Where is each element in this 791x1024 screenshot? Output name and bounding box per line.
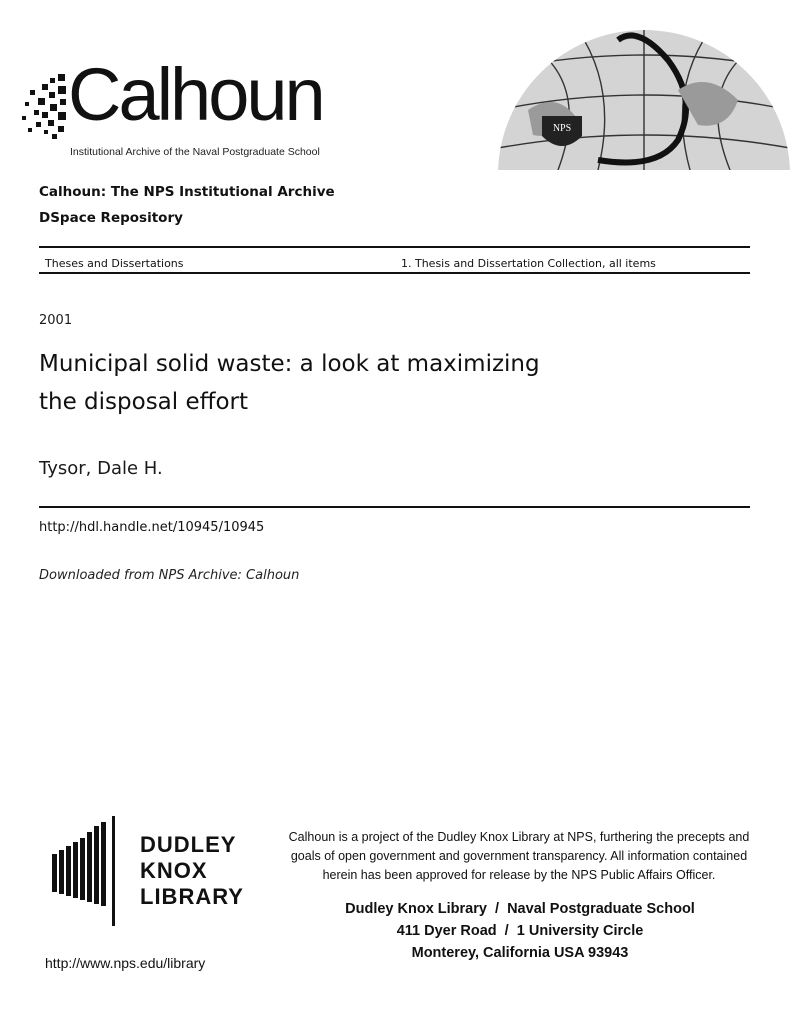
pixel-mosaic-icon bbox=[22, 72, 70, 142]
handle-link[interactable]: http://hdl.handle.net/10945/10945 bbox=[39, 520, 265, 535]
repository-name: DSpace Repository bbox=[39, 210, 183, 226]
blurb-line: goals of open government and government transparency. All information contained bbox=[290, 849, 748, 863]
book-spines-icon bbox=[50, 816, 130, 926]
divider bbox=[39, 272, 750, 274]
calhoun-logo bbox=[22, 53, 323, 162]
title-line: Municipal solid waste: a look at maximizing bbox=[39, 351, 540, 377]
address-line: 411 Dyer Road / 1 University Circle bbox=[396, 923, 644, 939]
title-line: the disposal effort bbox=[39, 389, 249, 415]
blurb-line: herein has been approved for release by the NPS Public Affairs Officer. bbox=[322, 868, 716, 882]
address-line: Monterey, California USA 93943 bbox=[411, 945, 629, 961]
breadcrumb-collection[interactable]: 1. Thesis and Dissertation Collection, all items bbox=[401, 257, 656, 270]
logo-tagline: Institutional Archive of the Naval Postgraduate School bbox=[70, 146, 320, 158]
publication-year: 2001 bbox=[39, 313, 73, 328]
library-address bbox=[300, 898, 740, 964]
blurb-line: Calhoun is a project of the Dudley Knox Library at NPS, furthering the precepts and bbox=[288, 830, 750, 844]
downloaded-note: Downloaded from NPS Archive: Calhoun bbox=[39, 568, 300, 583]
globe-spiral-icon bbox=[498, 30, 790, 170]
globe-badge-text: NPS bbox=[552, 123, 572, 134]
library-url-link[interactable]: http://www.nps.edu/library bbox=[45, 955, 206, 971]
document-title bbox=[39, 345, 639, 421]
library-wordmark: LIBRARY bbox=[140, 884, 244, 909]
author-name: Tysor, Dale H. bbox=[39, 458, 163, 479]
library-wordmark: DUDLEY bbox=[140, 832, 237, 857]
dudley-knox-library-logo bbox=[50, 816, 250, 926]
library-wordmark: KNOX bbox=[140, 858, 208, 883]
project-blurb bbox=[255, 828, 783, 885]
divider bbox=[39, 506, 750, 508]
archive-name: Calhoun: The NPS Institutional Archive bbox=[39, 184, 335, 200]
logo-wordmark: Calhoun bbox=[68, 53, 323, 136]
breadcrumb-theses[interactable]: Theses and Dissertations bbox=[45, 257, 184, 270]
address-line: Dudley Knox Library / Naval Postgraduate School bbox=[345, 901, 695, 917]
divider bbox=[39, 246, 750, 248]
